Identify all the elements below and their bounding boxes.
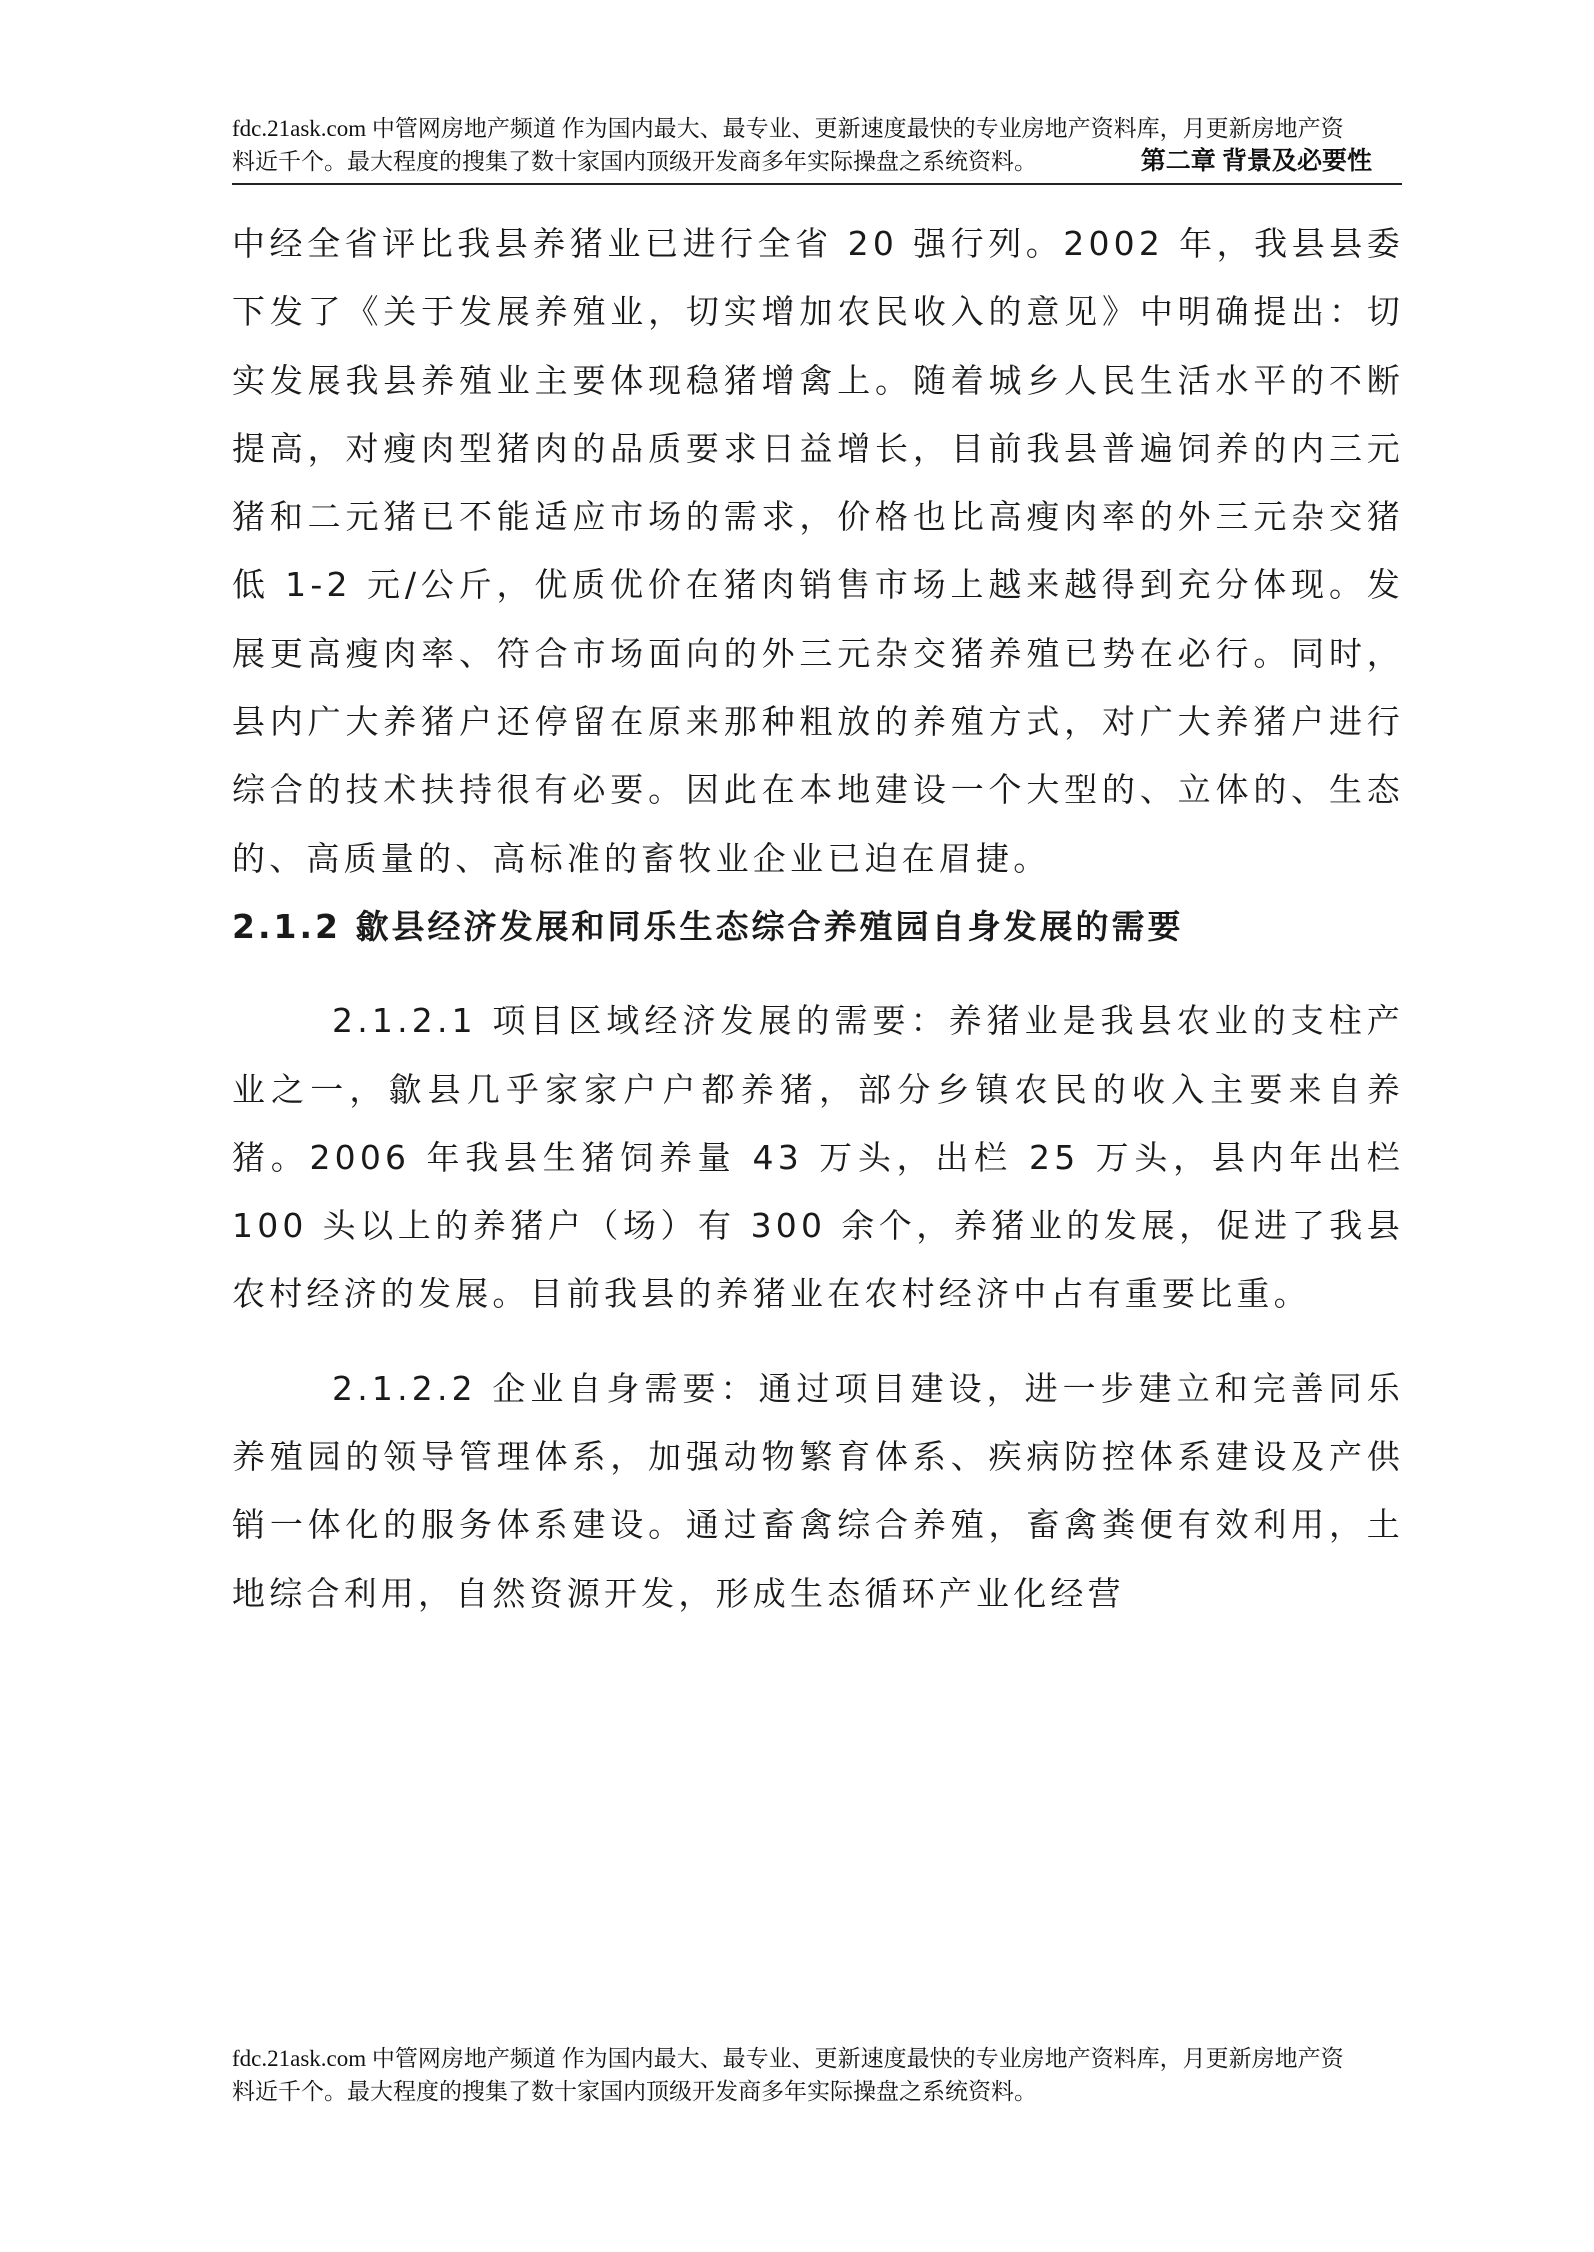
footer-line-2: 料近千个。最大程度的搜集了数十家国内顶级开发商多年实际操盘之系统资料。 — [232, 2079, 1037, 2104]
page-header — [232, 112, 1402, 178]
section-heading: 2.1.2 歙县经济发展和同乐生态综合养殖园自身发展的需要 — [232, 906, 1184, 946]
paragraph-3: 2.1.2.2 企业自身需要：通过项目建设，进一步建立和完善同乐养殖园的领导管理体系，加强动物繁育体系、疾病防控体系建设及产供销一体化的服务体系建设。通过畜禽综合养殖，畜禽粪便有效利用，土地综合利用，自然资源开发，形成生态循环产业化经营 — [232, 1368, 1404, 1613]
document-body — [232, 210, 1404, 1628]
footer-line-1: fdc.21ask.com 中管网房地产频道 作为国内最大、最专业、更新速度最快的专业房地产资料库，月更新房地产资 — [232, 2046, 1344, 2071]
chapter-title: 第二章 背景及必要性 — [1140, 148, 1372, 175]
header-divider — [232, 183, 1402, 185]
page-footer — [232, 2042, 1402, 2108]
header-line-1: fdc.21ask.com 中管网房地产频道 作为国内最大、最专业、更新速度最快的专业房地产资料库，月更新房地产资 — [232, 116, 1344, 141]
paragraph-2: 2.1.2.1 项目区域经济发展的需要：养猪业是我县农业的支柱产业之一，歙县几乎家家户户都养猪，部分乡镇农民的收入主要来自养猪。2006 年我县生猪饲养量 43 万头，出栏 25 万头，县内年出栏 100 头以上的养猪户（场）有 300 余个，养猪业的发展，促进了我县农村经济的发展。目前我县的养猪业在农村经济中占有重要比重。 — [232, 1001, 1404, 1314]
paragraph-1: 中经全省评比我县养猪业已进行全省 20 强行列。2002 年，我县县委下发了《关于发展养殖业，切实增加农民收入的意见》中明确提出：切实发展我县养殖业主要体现稳猪增禽上。随着城乡人民生活水平的不断提高，对瘦肉型猪肉的品质要求日益增长，目前我县普遍饲养的内三元猪和二元猪已不能适应市场的需求，价格也比高瘦肉率的外三元杂交猪低 1-2 元/公斤，优质优价在猪肉销售市场上越来越得到充分体现。发展更高瘦肉率、符合市场面向的外三元杂交猪养殖已势在必行。同时，县内广大养猪户还停留在原来那种粗放的养殖方式，对广大养猪户进行综合的技术扶持很有必要。因此在本地建设一个大型的、立体的、生态的、高质量的、高标准的畜牧业企业已迫在眉捷。 — [232, 224, 1404, 878]
header-line-2: 料近千个。最大程度的搜集了数十家国内顶级开发商多年实际操盘之系统资料。 — [232, 149, 1037, 174]
